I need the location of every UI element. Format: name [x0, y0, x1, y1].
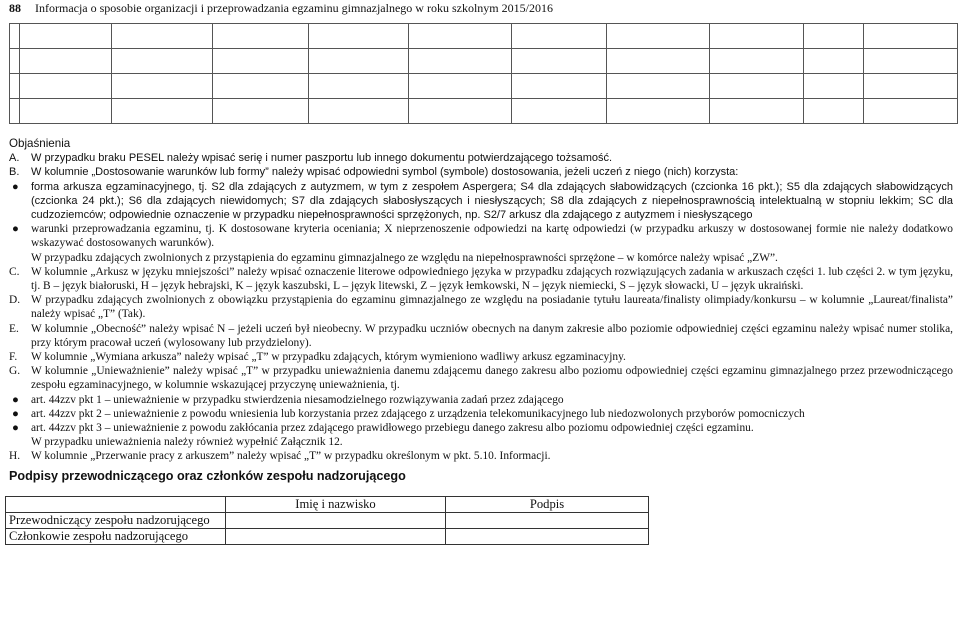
members-signature-cell[interactable] — [446, 529, 649, 545]
note-c: C. W kolumnie „Arkusz w języku mniejszości” należy wpisać oznaczenie literowe odpowiedniego języka w przypadku zdających rozwiązujących zadania w arkuszach części 1. lub części 2. w tym języku, tj. B – język białoruski, H – język hebrajski, K – język kaszubski, L – język litewski, Z – język łemkowski, N – język niemiecki, S – język słowacki, U – język ukraiński. — [9, 265, 953, 293]
student-data-grid — [9, 23, 958, 124]
signatures-title: Podpisy przewodniczącego oraz członków zespołu nadzorującego — [9, 469, 406, 483]
note-b-bullet-2: ● warunki przeprowadzania egzaminu, tj. K dostosowane kryteria oceniania; X nieprzenoszenie odpowiedzi na kartę odpowiedzi (w przypadku arkuszy w dostosowanej formie nie należy dodatkowo wskazywać dostosowanych warunków). — [9, 222, 953, 250]
bullet-icon: ● — [12, 393, 19, 406]
explanations-title: Objaśnienia — [9, 137, 71, 150]
table-row — [10, 74, 958, 99]
page-header — [9, 1, 553, 16]
bullet-icon: ● — [12, 422, 19, 435]
note-g-bullet-2: ● art. 44zzv pkt 2 – unieważnienie z powodu wniesienia lub korzystania przez zdającego z urządzenia telekomunikacyjnego lub niedozwolonych przyborów pomocniczych — [9, 407, 953, 421]
table-row — [10, 49, 958, 74]
page-number: 88 — [9, 1, 21, 15]
note-f: F. W kolumnie „Wymiana arkusza” należy wpisać „T” w przypadku zdających, którym wymieniono wadliwy arkusz egzaminacyjny. — [9, 351, 626, 364]
note-a: A. W przypadku braku PESEL należy wpisać serię i numer paszportu lub innego dokumentu potwierdzającego tożsamość. — [9, 152, 613, 165]
column-header-signature: Podpis — [446, 497, 649, 513]
note-e: E. W kolumnie „Obecność” należy wpisać N – jeżeli uczeń był nieobecny. W przypadku uczniów obecnych na danym zakresie albo poziomie odpowiedniej części egzaminu należy wpisać numer stolika, przy którym pracował uczeń (wylosowany lub przydzielony). — [9, 322, 953, 349]
bullet-icon: ● — [12, 407, 19, 420]
members-name-cell[interactable] — [226, 529, 446, 545]
chair-signature-cell[interactable] — [446, 513, 649, 529]
row-label-members: Członkowie zespołu nadzorującego — [6, 529, 226, 545]
page-header-title: Informacja o sposobie organizacji i przeprowadzania egzaminu gimnazjalnego w roku szkolnym 2015/2016 — [35, 1, 553, 15]
note-b: B. W kolumnie „Dostosowanie warunków lub formy” należy wpisać odpowiedni symbol (symbole) dostosowania, jeżeli uczeń z niego (nich) korzysta: — [9, 166, 739, 179]
row-label-chair: Przewodniczący zespołu nadzorującego — [6, 513, 226, 529]
note-b-after: W przypadku zdających zwolnionych z przystąpienia do egzaminu gimnazjalnego ze względu na niepełnosprawności sprzężone – w komórce należy wpisać „ZW”. — [31, 251, 778, 264]
table-row — [10, 24, 958, 49]
note-g: G. W kolumnie „Unieważnienie” należy wpisać „T” w przypadku unieważnienia danemu zdającemu danego zakresu albo poziomu odpowiedniej części egzaminu gimnazjalnego przez przewodniczącego zespołu egzaminacyjnego, w kolumnie wskazującej przyczynę unieważnienia, tj. — [9, 365, 953, 392]
table-row — [6, 513, 649, 529]
note-g-after: W przypadku unieważnienia należy również wypełnić Załącznik 12. — [31, 436, 343, 449]
note-b-bullet-1: ● forma arkusza egzaminacyjnego, tj. S2 dla zdających z autyzmem, w tym z zespołem Aspergera; S4 dla zdających słabowidzących (czcionka 16 pkt.); S5 dla zdających słabowidzących (czcionka 24 pkt.); S6 dla zdających niewidomych; S7 dla zdających słabosłyszących i niesłyszących; S8 dla zdających z niepełnosprawnością intelektualną w stopniu lekkim; SC dla cudzoziemców; odpowiednie oznaczenie w przypadku niepełnosprawności sprzężonych, np. S2/7 arkusz dla zdającego z autyzmem i niesłyszącego — [9, 180, 953, 223]
chair-name-cell[interactable] — [226, 513, 446, 529]
table-row — [6, 529, 649, 545]
note-g-bullet-3: ● art. 44zzv pkt 3 – unieważnienie z powodu zakłócania przez zdającego prawidłowego przebiegu danego zakresu albo poziomu odpowiedniej części egzaminu. — [9, 421, 953, 435]
note-h: H. W kolumnie „Przerwanie pracy z arkuszem” należy wpisać „T” w przypadku określonym w pkt. 5.10. Informacji. — [9, 450, 551, 463]
signatures-table — [5, 496, 649, 545]
column-header-name: Imię i nazwisko — [226, 497, 446, 513]
table-row — [10, 99, 958, 124]
note-d: D. W przypadku zdających zwolnionych z obowiązku przystąpienia do egzaminu gimnazjalnego ze względu na posiadanie tytułu laureata/finalisty olimpiady/konkursu – w kolumnie „Laureat/finalista” należy wpisać „T” (Tak). — [9, 294, 953, 321]
note-g-bullet-1: ● art. 44zzv pkt 1 – unieważnienie w przypadku stwierdzenia niesamodzielnego rozwiązywania zadań przez zdającego — [9, 393, 953, 407]
explanations — [9, 137, 953, 464]
bullet-icon: ● — [12, 180, 19, 193]
table-row — [6, 497, 649, 513]
bullet-icon: ● — [12, 223, 19, 236]
